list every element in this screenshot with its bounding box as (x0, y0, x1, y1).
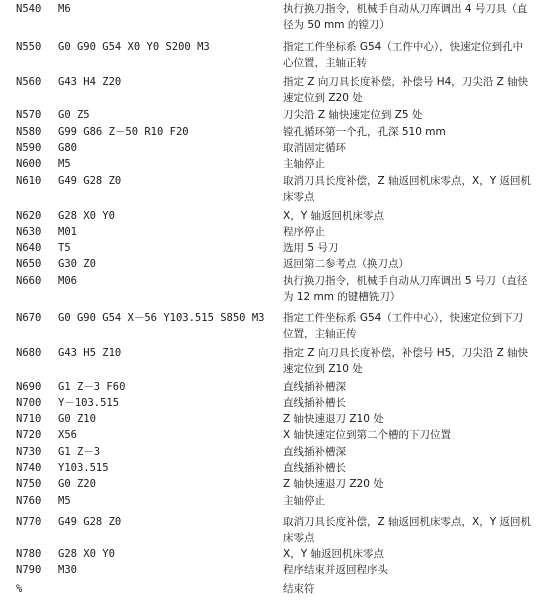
description-text: 为 12 mm 的键槽铣刀） (283, 290, 401, 303)
nc-code: M06 (58, 275, 77, 287)
nc-code: G43 H5 Z10 (58, 347, 122, 359)
nc-code: M5 (58, 158, 71, 170)
line-description (283, 461, 545, 477)
description-text: 指定 Z 向刀具长度补偿，补偿号 H5，刀尖沿 Z 轴快 (283, 347, 529, 359)
block-number: N650 (16, 258, 42, 270)
nc-code: G49 G28 Z0 (58, 516, 122, 528)
nc-code: G0 Z20 (58, 478, 96, 490)
block-number: N660 (16, 275, 42, 287)
line-description (283, 174, 545, 205)
line-description (283, 494, 545, 510)
nc-code: M01 (58, 226, 77, 238)
nc-code: M30 (58, 564, 77, 576)
description-text: 取消刀具长度补偿，Z 轴返回机床零点，X，Y 返回机 (283, 175, 531, 187)
description-text: 程序结束并返回程序头 (283, 564, 388, 576)
nc-code: G80 (58, 142, 77, 154)
description-text: 指定工件坐标系 G54（工件中心），快速定位到下刀 (283, 312, 524, 324)
block-number: N690 (16, 381, 42, 393)
block-number: N550 (16, 41, 42, 53)
line-description (283, 582, 545, 598)
line-description (283, 75, 545, 106)
description-text: 执行换刀指令，机械手自动从刀库调出 4 号刀具（直 (283, 3, 528, 15)
description-text: 指定工件坐标系 G54（工件中心），快速定位到孔中 (283, 41, 524, 53)
description-text: 执行换刀指令，机械手自动从刀库调出 5 号刀（直径 (283, 275, 528, 287)
block-number: N760 (16, 495, 42, 507)
line-description (283, 412, 545, 428)
nc-code: G49 G28 Z0 (58, 175, 122, 187)
nc-code: G0 G90 G54 X0 Y0 S200 M3 (58, 41, 210, 53)
block-number: N590 (16, 142, 42, 154)
line-description (283, 225, 545, 241)
line-description (283, 380, 545, 396)
block-number: N610 (16, 175, 42, 187)
nc-code: G1 Z－3 F60 (58, 381, 126, 393)
nc-code: X56 (58, 429, 77, 441)
description-text: X，Y 轴返回机床零点 (283, 210, 384, 222)
block-number: N720 (16, 429, 42, 441)
nc-code: G30 Z0 (58, 258, 96, 270)
nc-code: T5 (58, 242, 71, 254)
line-description (283, 241, 545, 257)
description-text: 镗孔循环第一个孔，孔深 510 mm (283, 126, 446, 138)
block-number: N540 (16, 3, 42, 15)
nc-code: G43 H4 Z20 (58, 76, 122, 88)
description-text: 床零点 (283, 190, 315, 203)
line-description (283, 2, 545, 33)
description-text: 直线插补槽长 (283, 397, 346, 409)
block-number: N560 (16, 76, 42, 88)
description-text: 速定位到 Z10 处 (283, 362, 363, 375)
line-description (283, 257, 545, 273)
description-text: 直线插补槽长 (283, 462, 346, 474)
block-number: N670 (16, 312, 42, 324)
nc-code: G28 X0 Y0 (58, 548, 115, 560)
line-description (283, 40, 545, 71)
line-description (283, 108, 545, 124)
description-text: 程序停止 (283, 226, 325, 238)
line-description (283, 547, 545, 563)
line-description (283, 445, 545, 461)
nc-code: G0 Z5 (58, 109, 90, 121)
block-number: N770 (16, 516, 42, 528)
description-text: 指定 Z 向刀具长度补偿，补偿号 H4，刀尖沿 Z 轴快 (283, 76, 529, 88)
block-number: N780 (16, 548, 42, 560)
block-number: N750 (16, 478, 42, 490)
line-description (283, 141, 545, 157)
nc-code: G0 G90 G54 X－56 Y103.515 S850 M3 (58, 312, 265, 324)
block-number: N620 (16, 210, 42, 222)
description-text: 心位置，主轴正转 (283, 56, 367, 69)
block-number: N790 (16, 564, 42, 576)
description-text: 结束符 (283, 583, 315, 595)
line-description (283, 563, 545, 579)
nc-code: G1 Z－3 (58, 446, 101, 458)
nc-code: G99 G86 Z－50 R10 F20 (58, 126, 189, 138)
line-description (283, 274, 545, 305)
description-text: 速定位到 Z20 处 (283, 91, 363, 104)
description-text: 直线插补槽深 (283, 446, 346, 458)
block-number: % (16, 583, 23, 595)
description-text: 刀尖沿 Z 轴快速定位到 Z5 处 (283, 109, 423, 121)
description-text: 取消刀具长度补偿，Z 轴返回机床零点，X，Y 返回机 (283, 516, 531, 528)
description-text: 位置，主轴正传 (283, 327, 357, 340)
description-text: Z 轴快速退刀 Z20 处 (283, 478, 384, 490)
block-number: N730 (16, 446, 42, 458)
block-number: N630 (16, 226, 42, 238)
block-number: N680 (16, 347, 42, 359)
description-text: 取消固定循环 (283, 142, 346, 154)
line-description (283, 477, 545, 493)
nc-code: G28 X0 Y0 (58, 210, 115, 222)
nc-code: G0 Z10 (58, 413, 96, 425)
description-text: 返回第二参考点（换刀点） (283, 258, 409, 270)
block-number: N700 (16, 397, 42, 409)
line-description (283, 157, 545, 173)
block-number: N580 (16, 126, 42, 138)
line-description (283, 346, 545, 377)
block-number: N710 (16, 413, 42, 425)
nc-code: Y－103.515 (58, 397, 120, 409)
line-description (283, 125, 545, 141)
line-description (283, 396, 545, 412)
block-number: N640 (16, 242, 42, 254)
description-text: X 轴快速定位到第二个槽的下刀位置 (283, 429, 452, 441)
nc-code: M6 (58, 3, 71, 15)
line-description (283, 209, 545, 225)
block-number: N570 (16, 109, 42, 121)
description-text: 选用 5 号刀 (283, 242, 339, 254)
nc-code: M5 (58, 495, 71, 507)
line-description (283, 428, 545, 444)
description-text: 主轴停止 (283, 158, 325, 170)
block-number: N740 (16, 462, 42, 474)
description-text: 床零点 (283, 531, 315, 544)
description-text: X，Y 轴返回机床零点 (283, 548, 384, 560)
description-text: 直线插补槽深 (283, 381, 346, 393)
description-text: Z 轴快速退刀 Z10 处 (283, 413, 384, 425)
block-number: N600 (16, 158, 42, 170)
description-text: 径为 50 mm 的镗刀） (283, 18, 390, 31)
line-description (283, 515, 545, 546)
description-text: 主轴停止 (283, 495, 325, 507)
line-description (283, 311, 545, 342)
nc-code: Y103.515 (58, 462, 109, 474)
